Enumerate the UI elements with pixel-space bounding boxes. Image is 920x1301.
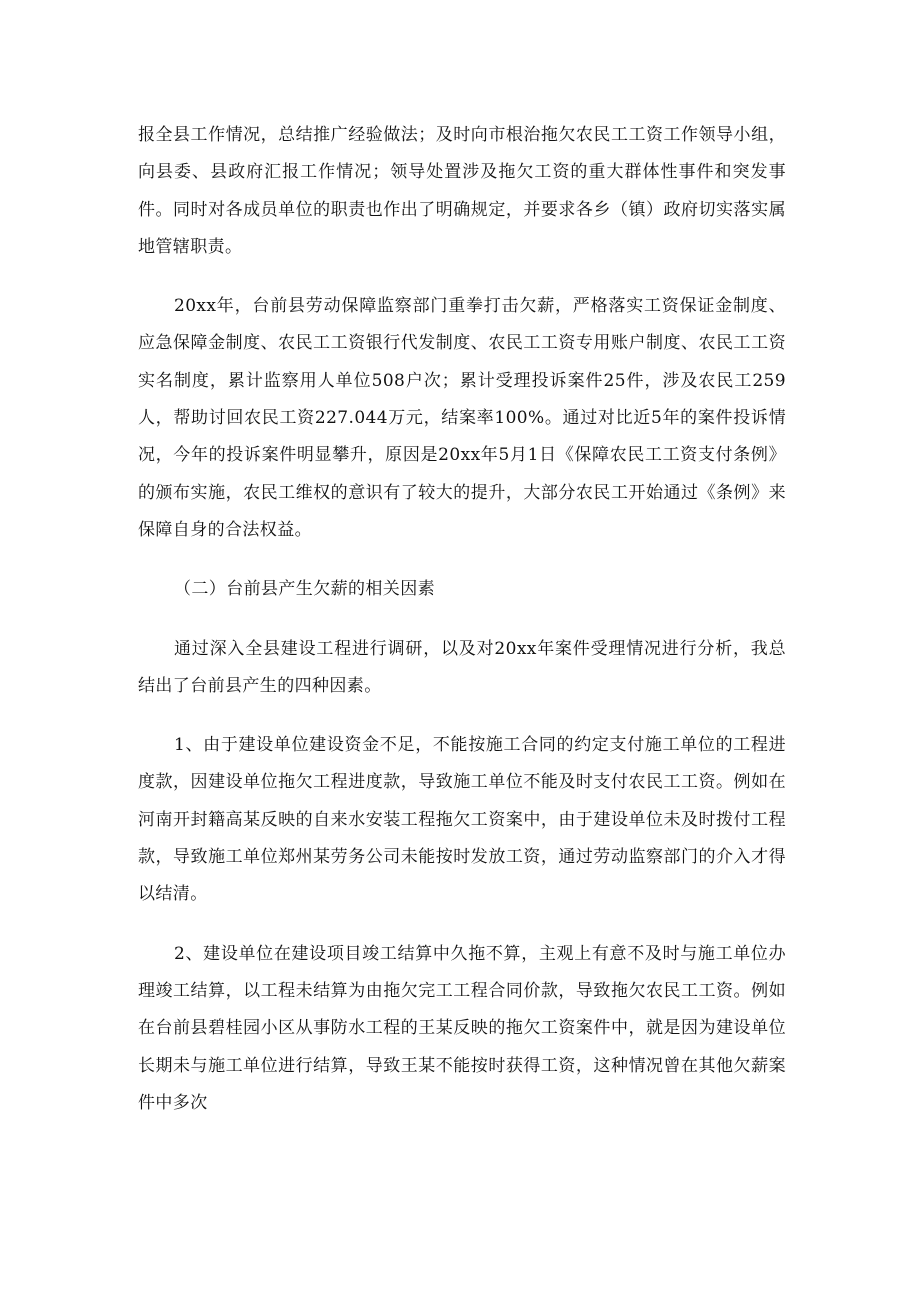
section-heading: （二）台前县产生欠薪的相关因素 — [174, 579, 435, 600]
paragraph-gap — [138, 705, 786, 727]
paragraph-continued-duties: 报全县工作情况，总结推广经验做法；及时向市根治拖欠农民工工资工作领导小组，向县委、县政府汇报工作情况；领导处置涉及拖欠工资的重大群体性事件和突发事件。同时对各成员单位的职责也作出了明确规定，并要求各乡（镇）政府切实落实属地管辖职责。 — [138, 125, 786, 257]
paragraph-research-intro: 通过深入全县建设工程进行调研，以及对20xx年案件受理情况进行分析，我总结出了台前县产生的四种因素。 — [138, 638, 786, 696]
paragraph-labor-inspection-stats: 20xx年，台前县劳动保障监察部门重拳打击欠薪，严格落实工资保证金制度、应急保障金制度、农民工工资银行代发制度、农民工工资专用账户制度、农民工工资实名制度，累计监察用人单位508户次；累计受理投诉案件25件，涉及农民工259人，帮助讨回农民工资227.044万元，结案率100%。通过对比近5年的案件投诉情况，今年的投诉案件明显攀升，原因是20xx年5月1日《保障农民工工资支付条例》的颁布实施，农民工维权的意识有了较大的提升，大部分农民工开始通过《条例》来保障自身的合法权益。 — [138, 296, 786, 540]
paragraph-factor-1: 1、由于建设单位建设资金不足，不能按施工合同的约定支付施工单位的工程进度款，因建设单位拖欠工程进度款，导致施工单位不能及时支付农民工工资。例如在河南开封籍高某反映的自来水安装工程拖欠工资案中，由于建设单位未及时拨付工程款，导致施工单位郑州某劳务公司未能按时发放工资，通过劳动监察部门的介入才得以结清。 — [138, 735, 786, 905]
paragraph-factor-2: 2、建设单位在建设项目竣工结算中久拖不算，主观上有意不及时与施工单位办理竣工结算，以工程未结算为由拖欠完工工程合同价款，导致拖欠农民工工资。例如在台前县碧桂园小区从事防水工程的王某反映的拖欠工资案件中，就是因为建设单位长期未与施工单位进行结算，导致王某不能按时获得工资，这种情况曾在其他欠薪案件中多次 — [138, 943, 786, 1113]
paragraph-gap — [138, 914, 786, 936]
paragraph-gap — [138, 549, 786, 571]
paragraph-gap — [138, 609, 786, 631]
paragraph-gap — [138, 266, 786, 288]
document-body — [138, 117, 786, 1122]
